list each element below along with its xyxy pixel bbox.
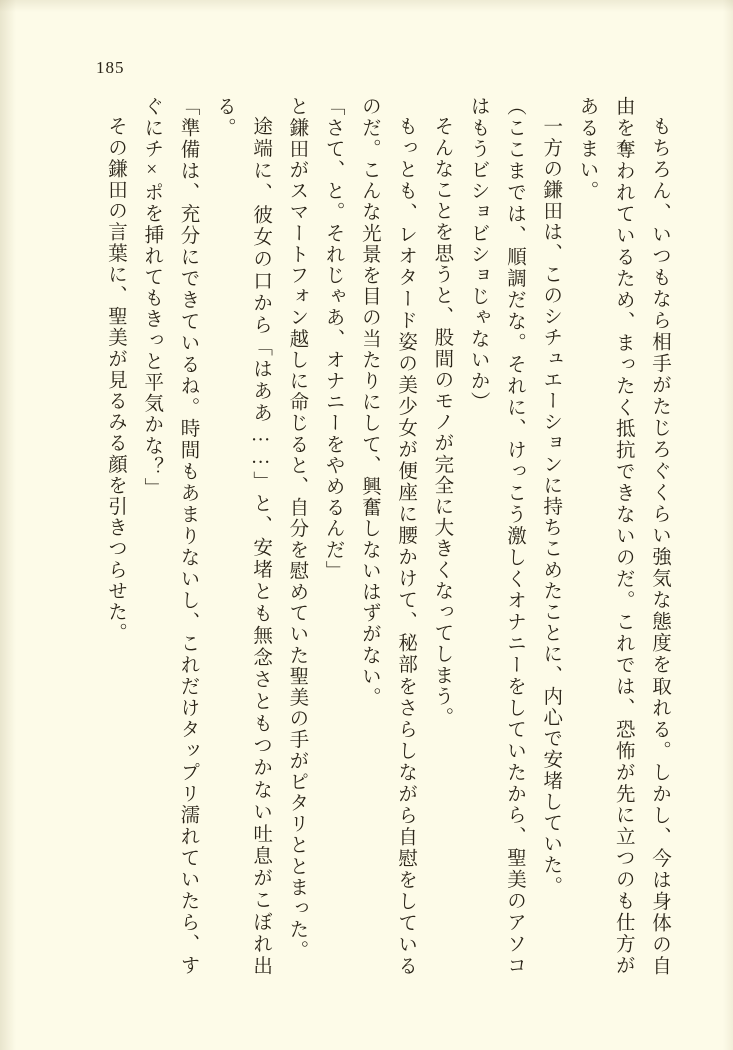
paragraph: もっとも、レオタード姿の美少女が便座に腰かけて、秘部をさらしながら自慰をしているのだ。こんな光景を目の当たりにして、興奮しないはずがない。 bbox=[358, 96, 417, 976]
page-edge-shadow-top bbox=[0, 0, 733, 12]
paragraph: 一方の鎌田は、このシチュエーションに持ちこめたことに、内心で安堵していた。 bbox=[540, 115, 562, 897]
paragraph: 「準備は、充分にできているね。時間もあまりないし、これだけタップリ濡れていたら、すぐにチ×ポを挿れてもきっと平気かな？」 bbox=[141, 96, 199, 976]
paragraph: 「さて、と。それじゃあ、オナニーをやめるんだ」 bbox=[322, 96, 344, 582]
page-edge-shadow-left bbox=[0, 0, 16, 1050]
paragraph: と鎌田がスマートフォン越しに命じると、自分を慰めていた聖美の手がピタリととまった。 bbox=[286, 96, 308, 962]
paragraph: その鎌田の言葉に、聖美が見るみる顔を引きつらせた。 bbox=[105, 115, 127, 643]
body-text bbox=[64, 96, 677, 976]
paragraph: （ここまでは、順調だな。それに、けっこう激しくオナニーをしていたから、聖美のアソコはもうビショビショじゃないか） bbox=[467, 96, 525, 976]
page-edge-shadow-right bbox=[723, 0, 733, 1050]
paragraph: 途端に、彼女の口から「はああ……」と、安堵とも無念さともつかない吐息がこぼれ出る。 bbox=[213, 96, 272, 976]
page-number: 185 bbox=[96, 58, 125, 77]
paragraph: もちろん、いつもなら相手がたじろぐくらい強気な態度を取れる。しかし、今は身体の自由を奪われているため、まったく抵抗できないのだ。これでは、恐怖が先に立つのも仕方があるまい。 bbox=[576, 96, 670, 976]
paragraph: そんなことを思うと、股間のモノが完全に大きくなってしまう。 bbox=[431, 115, 453, 728]
